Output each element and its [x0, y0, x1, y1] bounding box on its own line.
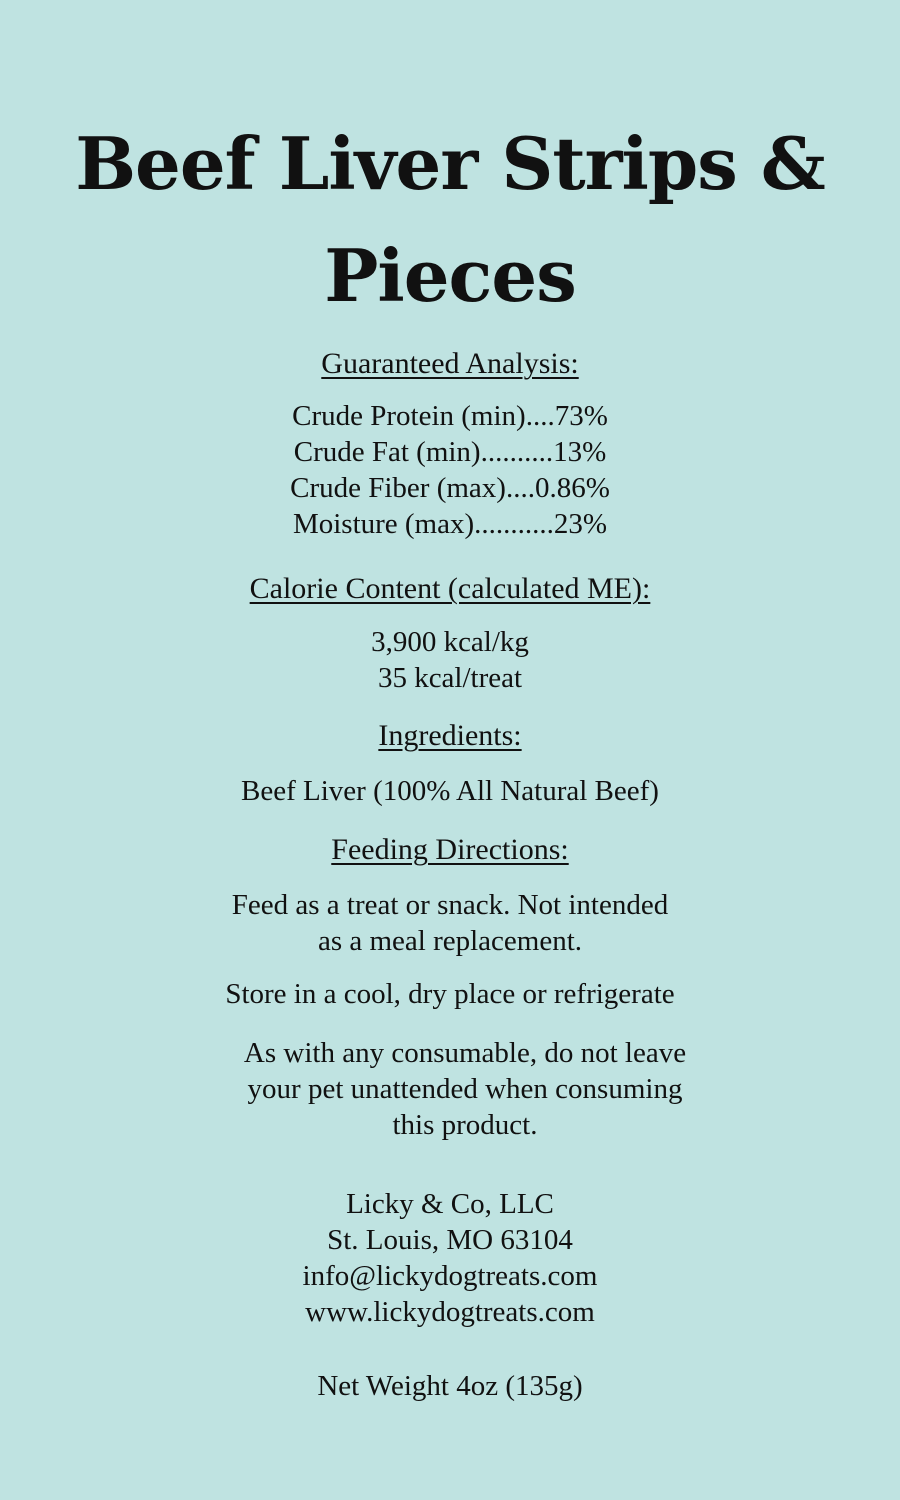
calorie-content-list [0, 624, 900, 696]
product-title: Beef Liver Strips & Pieces [75, 121, 825, 318]
feeding-directions-heading-text: Feeding Directions: [331, 833, 569, 866]
company-info [0, 1186, 900, 1330]
feeding-line-2: as a meal replacement. [317, 925, 583, 957]
guaranteed-analysis-heading [0, 346, 900, 382]
analysis-line-moisture: Moisture (max)...........23% [292, 508, 608, 540]
warning-line-1: As with any consumable, do not leave [243, 1037, 687, 1069]
analysis-line-fiber: Crude Fiber (max)....0.86% [290, 472, 610, 504]
storage-text: Store in a cool, dry place or refrigerate [225, 978, 675, 1010]
guaranteed-analysis-list [0, 398, 900, 542]
company-website: www.lickydogtreats.com [305, 1296, 595, 1328]
warning-line-2: your pet unattended when consuming [247, 1073, 683, 1105]
calorie-line-per-treat: 35 kcal/treat [377, 662, 523, 694]
feeding-directions-heading [0, 832, 900, 868]
calorie-content-heading [0, 571, 900, 607]
company-email: info@lickydogtreats.com [302, 1260, 598, 1292]
warning-line-3: this product. [392, 1109, 538, 1141]
guaranteed-analysis-heading-text: Guaranteed Analysis: [321, 347, 579, 380]
calorie-content-heading-text: Calorie Content (calculated ME): [249, 572, 651, 605]
warning-text [15, 1035, 900, 1143]
feeding-line-1: Feed as a treat or snack. Not intended [231, 889, 669, 921]
calorie-line-per-kg: 3,900 kcal/kg [371, 626, 529, 658]
ingredients-heading [0, 718, 900, 754]
ingredients-heading-text: Ingredients: [378, 719, 522, 752]
feeding-directions-text [0, 887, 900, 959]
analysis-line-protein: Crude Protein (min)....73% [292, 400, 608, 432]
analysis-line-fat: Crude Fat (min)..........13% [293, 436, 607, 468]
net-weight: Net Weight 4oz (135g) [317, 1370, 583, 1402]
company-address: St. Louis, MO 63104 [327, 1224, 573, 1256]
company-name: Licky & Co, LLC [346, 1188, 554, 1220]
ingredients-text: Beef Liver (100% All Natural Beef) [241, 775, 659, 807]
